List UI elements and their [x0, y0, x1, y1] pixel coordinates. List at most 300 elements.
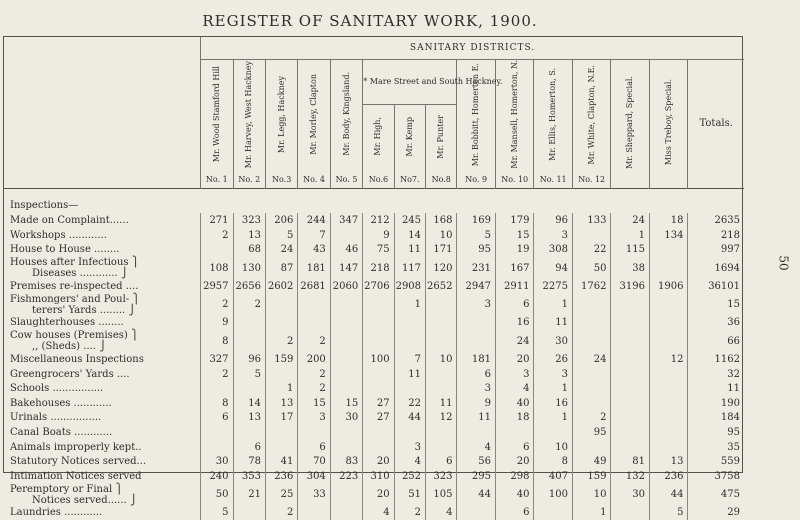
- value-cell: [201, 440, 233, 455]
- row-label-line: Statutory Notices served...: [10, 456, 147, 468]
- value-cell: 1: [534, 294, 573, 316]
- value-cell: 5: [457, 228, 496, 243]
- value-cell: 3: [457, 381, 496, 396]
- row-label: [4, 367, 201, 382]
- value-cell: 16: [534, 396, 573, 411]
- value-cell: 323: [426, 469, 457, 484]
- row-label: [4, 228, 201, 243]
- value-cell: 12: [649, 352, 688, 367]
- value-cell: 3: [394, 440, 425, 455]
- value-cell: 2947: [457, 279, 496, 294]
- row-label-line: Made on Complaint......: [10, 215, 129, 227]
- value-cell: [426, 425, 457, 440]
- table-row: [4, 242, 744, 257]
- value-cell: 206: [265, 213, 297, 228]
- total-cell: 2635: [688, 213, 744, 228]
- value-cell: 25: [265, 484, 297, 506]
- row-label: [4, 440, 201, 455]
- value-cell: [611, 506, 650, 520]
- column-header: Mr. Morley, Clapton: [298, 60, 330, 172]
- value-cell: 30: [611, 484, 650, 506]
- value-cell: [265, 425, 297, 440]
- row-label-line: Houses after Infectious ⎫: [10, 257, 140, 268]
- value-cell: 134: [649, 228, 688, 243]
- row-label-line: Greengrocers' Yards ....: [10, 368, 130, 380]
- value-cell: [201, 425, 233, 440]
- value-cell: 115: [611, 242, 650, 257]
- value-cell: 1: [611, 228, 650, 243]
- value-cell: [363, 316, 394, 331]
- value-cell: 179: [495, 213, 534, 228]
- value-cell: 26: [534, 352, 573, 367]
- value-cell: 20: [495, 454, 534, 469]
- column-number: No. 10: [495, 172, 534, 189]
- value-cell: 12: [426, 411, 457, 426]
- value-cell: 21: [233, 484, 265, 506]
- row-label-line: Premises re-inspected ....: [10, 280, 139, 292]
- value-cell: [572, 294, 611, 316]
- value-cell: 132: [611, 469, 650, 484]
- value-cell: [649, 411, 688, 426]
- value-cell: 323: [233, 213, 265, 228]
- column-number: No.8: [426, 172, 457, 189]
- value-cell: 2911: [495, 279, 534, 294]
- value-cell: 169: [457, 213, 496, 228]
- value-cell: 24: [265, 242, 297, 257]
- table-row: [4, 294, 744, 316]
- row-label-line: Fishmongers' and Poul- ⎫: [10, 293, 140, 305]
- table-body: [4, 188, 744, 520]
- value-cell: 4: [394, 454, 425, 469]
- row-label: [4, 352, 201, 367]
- value-cell: 24: [611, 213, 650, 228]
- value-cell: 43: [298, 242, 330, 257]
- value-cell: 407: [534, 469, 573, 484]
- value-cell: 2652: [426, 279, 457, 294]
- total-cell: 184: [688, 411, 744, 426]
- total-cell: 1162: [688, 352, 744, 367]
- value-cell: [265, 316, 297, 331]
- value-cell: 1: [394, 294, 425, 316]
- value-cell: [495, 425, 534, 440]
- value-cell: 41: [265, 454, 297, 469]
- row-label-line: Diseases ............ ⎭: [32, 268, 129, 279]
- value-cell: [649, 440, 688, 455]
- value-cell: 200: [298, 352, 330, 367]
- page-title: REGISTER OF SANITARY WORK, 1900.: [202, 12, 538, 30]
- value-cell: 4: [426, 506, 457, 520]
- row-label: [4, 469, 201, 484]
- value-cell: [649, 242, 688, 257]
- value-cell: [330, 367, 362, 382]
- value-cell: 298: [495, 469, 534, 484]
- value-cell: [394, 330, 425, 352]
- value-cell: 22: [572, 242, 611, 257]
- row-label-line: Schools ................: [10, 383, 104, 395]
- row-label-line: Cow houses (Premises) ⎫: [10, 330, 139, 342]
- value-cell: 50: [572, 257, 611, 279]
- value-cell: 3: [457, 294, 496, 316]
- value-cell: [611, 411, 650, 426]
- row-label-line: ,, (Sheds) .... ⎭: [32, 341, 107, 353]
- value-cell: 20: [363, 454, 394, 469]
- value-cell: 2908: [394, 279, 425, 294]
- table-row: [4, 440, 744, 455]
- value-cell: [330, 316, 362, 331]
- table-row: [4, 330, 744, 352]
- row-label: [4, 381, 201, 396]
- value-cell: 6: [201, 411, 233, 426]
- value-cell: 147: [330, 257, 362, 279]
- total-cell: 3758: [688, 469, 744, 484]
- value-cell: [649, 367, 688, 382]
- value-cell: 310: [363, 469, 394, 484]
- column-number: No.3: [265, 172, 297, 189]
- value-cell: 2060: [330, 279, 362, 294]
- table-row: [4, 469, 744, 484]
- value-cell: 27: [363, 396, 394, 411]
- value-cell: 44: [394, 411, 425, 426]
- total-cell: 15: [688, 294, 744, 316]
- total-cell: 95: [688, 425, 744, 440]
- column-number: No. 11: [534, 172, 573, 189]
- value-cell: 38: [611, 257, 650, 279]
- value-cell: 244: [298, 213, 330, 228]
- value-cell: [394, 316, 425, 331]
- column-header: Mr. Kemp: [394, 104, 425, 171]
- value-cell: 33: [298, 484, 330, 506]
- value-cell: 2: [265, 330, 297, 352]
- value-cell: 1906: [649, 279, 688, 294]
- value-cell: 11: [394, 242, 425, 257]
- value-cell: 81: [611, 454, 650, 469]
- column-number: No. 5: [330, 172, 362, 189]
- value-cell: [330, 425, 362, 440]
- column-header: Mr. Bobbitt, Homerton E.: [457, 60, 496, 172]
- table-row: [4, 425, 744, 440]
- column-header: Mr. Legg, Hackney: [265, 60, 297, 172]
- table-row: [4, 316, 744, 331]
- value-cell: 70: [298, 454, 330, 469]
- table-header: [4, 37, 744, 188]
- value-cell: [363, 381, 394, 396]
- value-cell: [457, 316, 496, 331]
- value-cell: 218: [363, 257, 394, 279]
- value-cell: 11: [394, 367, 425, 382]
- value-cell: 2: [201, 367, 233, 382]
- header-separator: [4, 188, 744, 199]
- value-cell: 40: [495, 484, 534, 506]
- row-label: [4, 411, 201, 426]
- value-cell: 236: [265, 469, 297, 484]
- value-cell: 44: [649, 484, 688, 506]
- row-label: [4, 454, 201, 469]
- column-header: Mr. Sheppard, Special.: [611, 60, 650, 189]
- row-label: [4, 294, 201, 316]
- value-cell: 6: [495, 294, 534, 316]
- value-cell: [330, 228, 362, 243]
- value-cell: 24: [572, 352, 611, 367]
- value-cell: [394, 425, 425, 440]
- value-cell: 5: [265, 228, 297, 243]
- mare-group-label: Mare Street and South Hackney.: [369, 77, 503, 87]
- value-cell: 117: [394, 257, 425, 279]
- value-cell: 5: [201, 506, 233, 520]
- value-cell: [572, 228, 611, 243]
- value-cell: [649, 257, 688, 279]
- value-cell: 20: [495, 352, 534, 367]
- column-header: Mr. Harvey, West Hackney: [233, 60, 265, 172]
- value-cell: 19: [495, 242, 534, 257]
- row-label: [4, 425, 201, 440]
- value-cell: [611, 425, 650, 440]
- value-cell: 2: [394, 506, 425, 520]
- value-cell: 10: [426, 228, 457, 243]
- value-cell: 10: [426, 352, 457, 367]
- column-number: No. 1: [201, 172, 233, 189]
- column-number: No. 2: [233, 172, 265, 189]
- value-cell: [611, 367, 650, 382]
- value-cell: 168: [426, 213, 457, 228]
- value-cell: [330, 352, 362, 367]
- total-cell: 997: [688, 242, 744, 257]
- value-cell: 1: [572, 506, 611, 520]
- value-cell: 327: [201, 352, 233, 367]
- totals-header: Totals.: [688, 60, 744, 189]
- value-cell: 353: [233, 469, 265, 484]
- value-cell: [330, 330, 362, 352]
- value-cell: 9: [457, 396, 496, 411]
- value-cell: [649, 294, 688, 316]
- value-cell: 4: [495, 381, 534, 396]
- row-label: [4, 396, 201, 411]
- value-cell: 2706: [363, 279, 394, 294]
- value-cell: 167: [495, 257, 534, 279]
- row-label: [4, 242, 201, 257]
- value-cell: 15: [495, 228, 534, 243]
- mare-star-mark: *: [363, 77, 368, 87]
- column-header: Mr. Punter: [426, 104, 457, 171]
- table-row: [4, 279, 744, 294]
- value-cell: 13: [649, 454, 688, 469]
- value-cell: 30: [330, 411, 362, 426]
- total-cell: 66: [688, 330, 744, 352]
- value-cell: 159: [265, 352, 297, 367]
- row-label-line: Intimation Notices served: [10, 470, 142, 482]
- row-label: [4, 506, 201, 520]
- column-header: Mr. White, Clapton, N.E.: [572, 60, 611, 172]
- value-cell: [298, 506, 330, 520]
- value-cell: 271: [201, 213, 233, 228]
- column-header: Miss Treboy, Special.: [649, 60, 688, 189]
- value-cell: [363, 440, 394, 455]
- value-cell: 50: [201, 484, 233, 506]
- value-cell: 2656: [233, 279, 265, 294]
- value-cell: [265, 367, 297, 382]
- value-cell: [611, 316, 650, 331]
- value-cell: 2: [201, 228, 233, 243]
- register-table: [4, 37, 744, 520]
- value-cell: [649, 330, 688, 352]
- value-cell: [330, 294, 362, 316]
- value-cell: [457, 425, 496, 440]
- total-cell: 35: [688, 440, 744, 455]
- value-cell: 3: [534, 228, 573, 243]
- row-label-line: Slaughterhouses ........: [10, 317, 124, 329]
- row-label: [4, 279, 201, 294]
- value-cell: [649, 316, 688, 331]
- value-cell: 30: [201, 454, 233, 469]
- value-cell: 11: [426, 396, 457, 411]
- value-cell: 295: [457, 469, 496, 484]
- value-cell: [457, 330, 496, 352]
- row-label-line: Notices served...... ⎭: [32, 494, 138, 506]
- value-cell: [363, 367, 394, 382]
- row-label-line: Animals improperly kept..: [10, 441, 142, 453]
- total-cell: 36: [688, 316, 744, 331]
- value-cell: 14: [394, 228, 425, 243]
- value-cell: 13: [265, 396, 297, 411]
- value-cell: 2: [298, 367, 330, 382]
- total-cell: 29: [688, 506, 744, 520]
- value-cell: 7: [298, 228, 330, 243]
- value-cell: 78: [233, 454, 265, 469]
- value-cell: 3: [495, 367, 534, 382]
- value-cell: [457, 506, 496, 520]
- column-number: No. 9: [457, 172, 496, 189]
- value-cell: [611, 381, 650, 396]
- value-cell: 51: [394, 484, 425, 506]
- value-cell: 8: [534, 454, 573, 469]
- value-cell: 2602: [265, 279, 297, 294]
- value-cell: [330, 440, 362, 455]
- value-cell: 245: [394, 213, 425, 228]
- value-cell: 15: [330, 396, 362, 411]
- value-cell: [426, 294, 457, 316]
- value-cell: 2: [233, 294, 265, 316]
- value-cell: 236: [649, 469, 688, 484]
- value-cell: 2: [572, 411, 611, 426]
- section-label: Inspections—: [10, 200, 79, 212]
- value-cell: 1: [265, 381, 297, 396]
- value-cell: 159: [572, 469, 611, 484]
- value-cell: [611, 352, 650, 367]
- value-cell: [298, 316, 330, 331]
- total-cell: 1694: [688, 257, 744, 279]
- value-cell: [233, 381, 265, 396]
- value-cell: 181: [457, 352, 496, 367]
- value-cell: [426, 367, 457, 382]
- row-label: [4, 257, 201, 279]
- value-cell: 171: [426, 242, 457, 257]
- column-number: No.6: [363, 172, 394, 189]
- value-cell: 2: [298, 330, 330, 352]
- total-cell: 475: [688, 484, 744, 506]
- value-cell: 1762: [572, 279, 611, 294]
- value-cell: 231: [457, 257, 496, 279]
- value-cell: [201, 242, 233, 257]
- value-cell: 304: [298, 469, 330, 484]
- table-row: [4, 381, 744, 396]
- row-label: [4, 316, 201, 331]
- value-cell: 75: [363, 242, 394, 257]
- value-cell: 2: [201, 294, 233, 316]
- value-cell: 17: [265, 411, 297, 426]
- row-label-line: Workshops ............: [10, 229, 107, 241]
- sanitary-districts-heading: SANITARY DISTRICTS.: [201, 37, 744, 60]
- value-cell: [649, 425, 688, 440]
- column-header: Mr. Body, Kingsland.: [330, 60, 362, 172]
- value-cell: 6: [298, 440, 330, 455]
- total-cell: 32: [688, 367, 744, 382]
- row-label: [4, 330, 201, 352]
- table-row: [4, 396, 744, 411]
- column-number: No7.: [394, 172, 425, 189]
- value-cell: [611, 330, 650, 352]
- column-number: No. 12: [572, 172, 611, 189]
- mare-street-group-header: [363, 60, 503, 105]
- value-cell: [611, 294, 650, 316]
- value-cell: [572, 440, 611, 455]
- value-cell: 1: [534, 381, 573, 396]
- value-cell: 100: [363, 352, 394, 367]
- value-cell: 2275: [534, 279, 573, 294]
- value-cell: 130: [233, 257, 265, 279]
- value-cell: 8: [201, 330, 233, 352]
- value-cell: [363, 425, 394, 440]
- value-cell: [611, 440, 650, 455]
- value-cell: [330, 381, 362, 396]
- column-header: Mr. Ellis, Homerton, S.: [534, 60, 573, 172]
- value-cell: 10: [534, 440, 573, 455]
- value-cell: [572, 316, 611, 331]
- value-cell: [426, 440, 457, 455]
- value-cell: [265, 440, 297, 455]
- value-cell: [572, 381, 611, 396]
- value-cell: [330, 484, 362, 506]
- value-cell: 240: [201, 469, 233, 484]
- value-cell: 2: [265, 506, 297, 520]
- row-label-line: Peremptory or Final ⎫: [10, 483, 123, 495]
- value-cell: 96: [534, 213, 573, 228]
- table-row: [4, 411, 744, 426]
- total-cell: 218: [688, 228, 744, 243]
- value-cell: 1: [534, 411, 573, 426]
- value-cell: 8: [201, 396, 233, 411]
- value-cell: 13: [233, 228, 265, 243]
- value-cell: 3196: [611, 279, 650, 294]
- row-label: [4, 213, 201, 228]
- row-label-line: Miscellaneous Inspections: [10, 353, 144, 365]
- row-label-line: Urinals ................: [10, 412, 102, 424]
- value-cell: 20: [363, 484, 394, 506]
- value-cell: 2957: [201, 279, 233, 294]
- value-cell: 3: [534, 367, 573, 382]
- value-cell: [426, 316, 457, 331]
- row-label-line: Bakehouses ............: [10, 397, 112, 409]
- value-cell: 40: [495, 396, 534, 411]
- value-cell: 16: [495, 316, 534, 331]
- column-number: No. 4: [298, 172, 330, 189]
- value-cell: [534, 425, 573, 440]
- value-cell: 4: [363, 506, 394, 520]
- value-cell: 7: [394, 352, 425, 367]
- value-cell: [572, 396, 611, 411]
- value-cell: 2: [298, 381, 330, 396]
- value-cell: [572, 367, 611, 382]
- value-cell: 14: [233, 396, 265, 411]
- table-row: [4, 506, 744, 520]
